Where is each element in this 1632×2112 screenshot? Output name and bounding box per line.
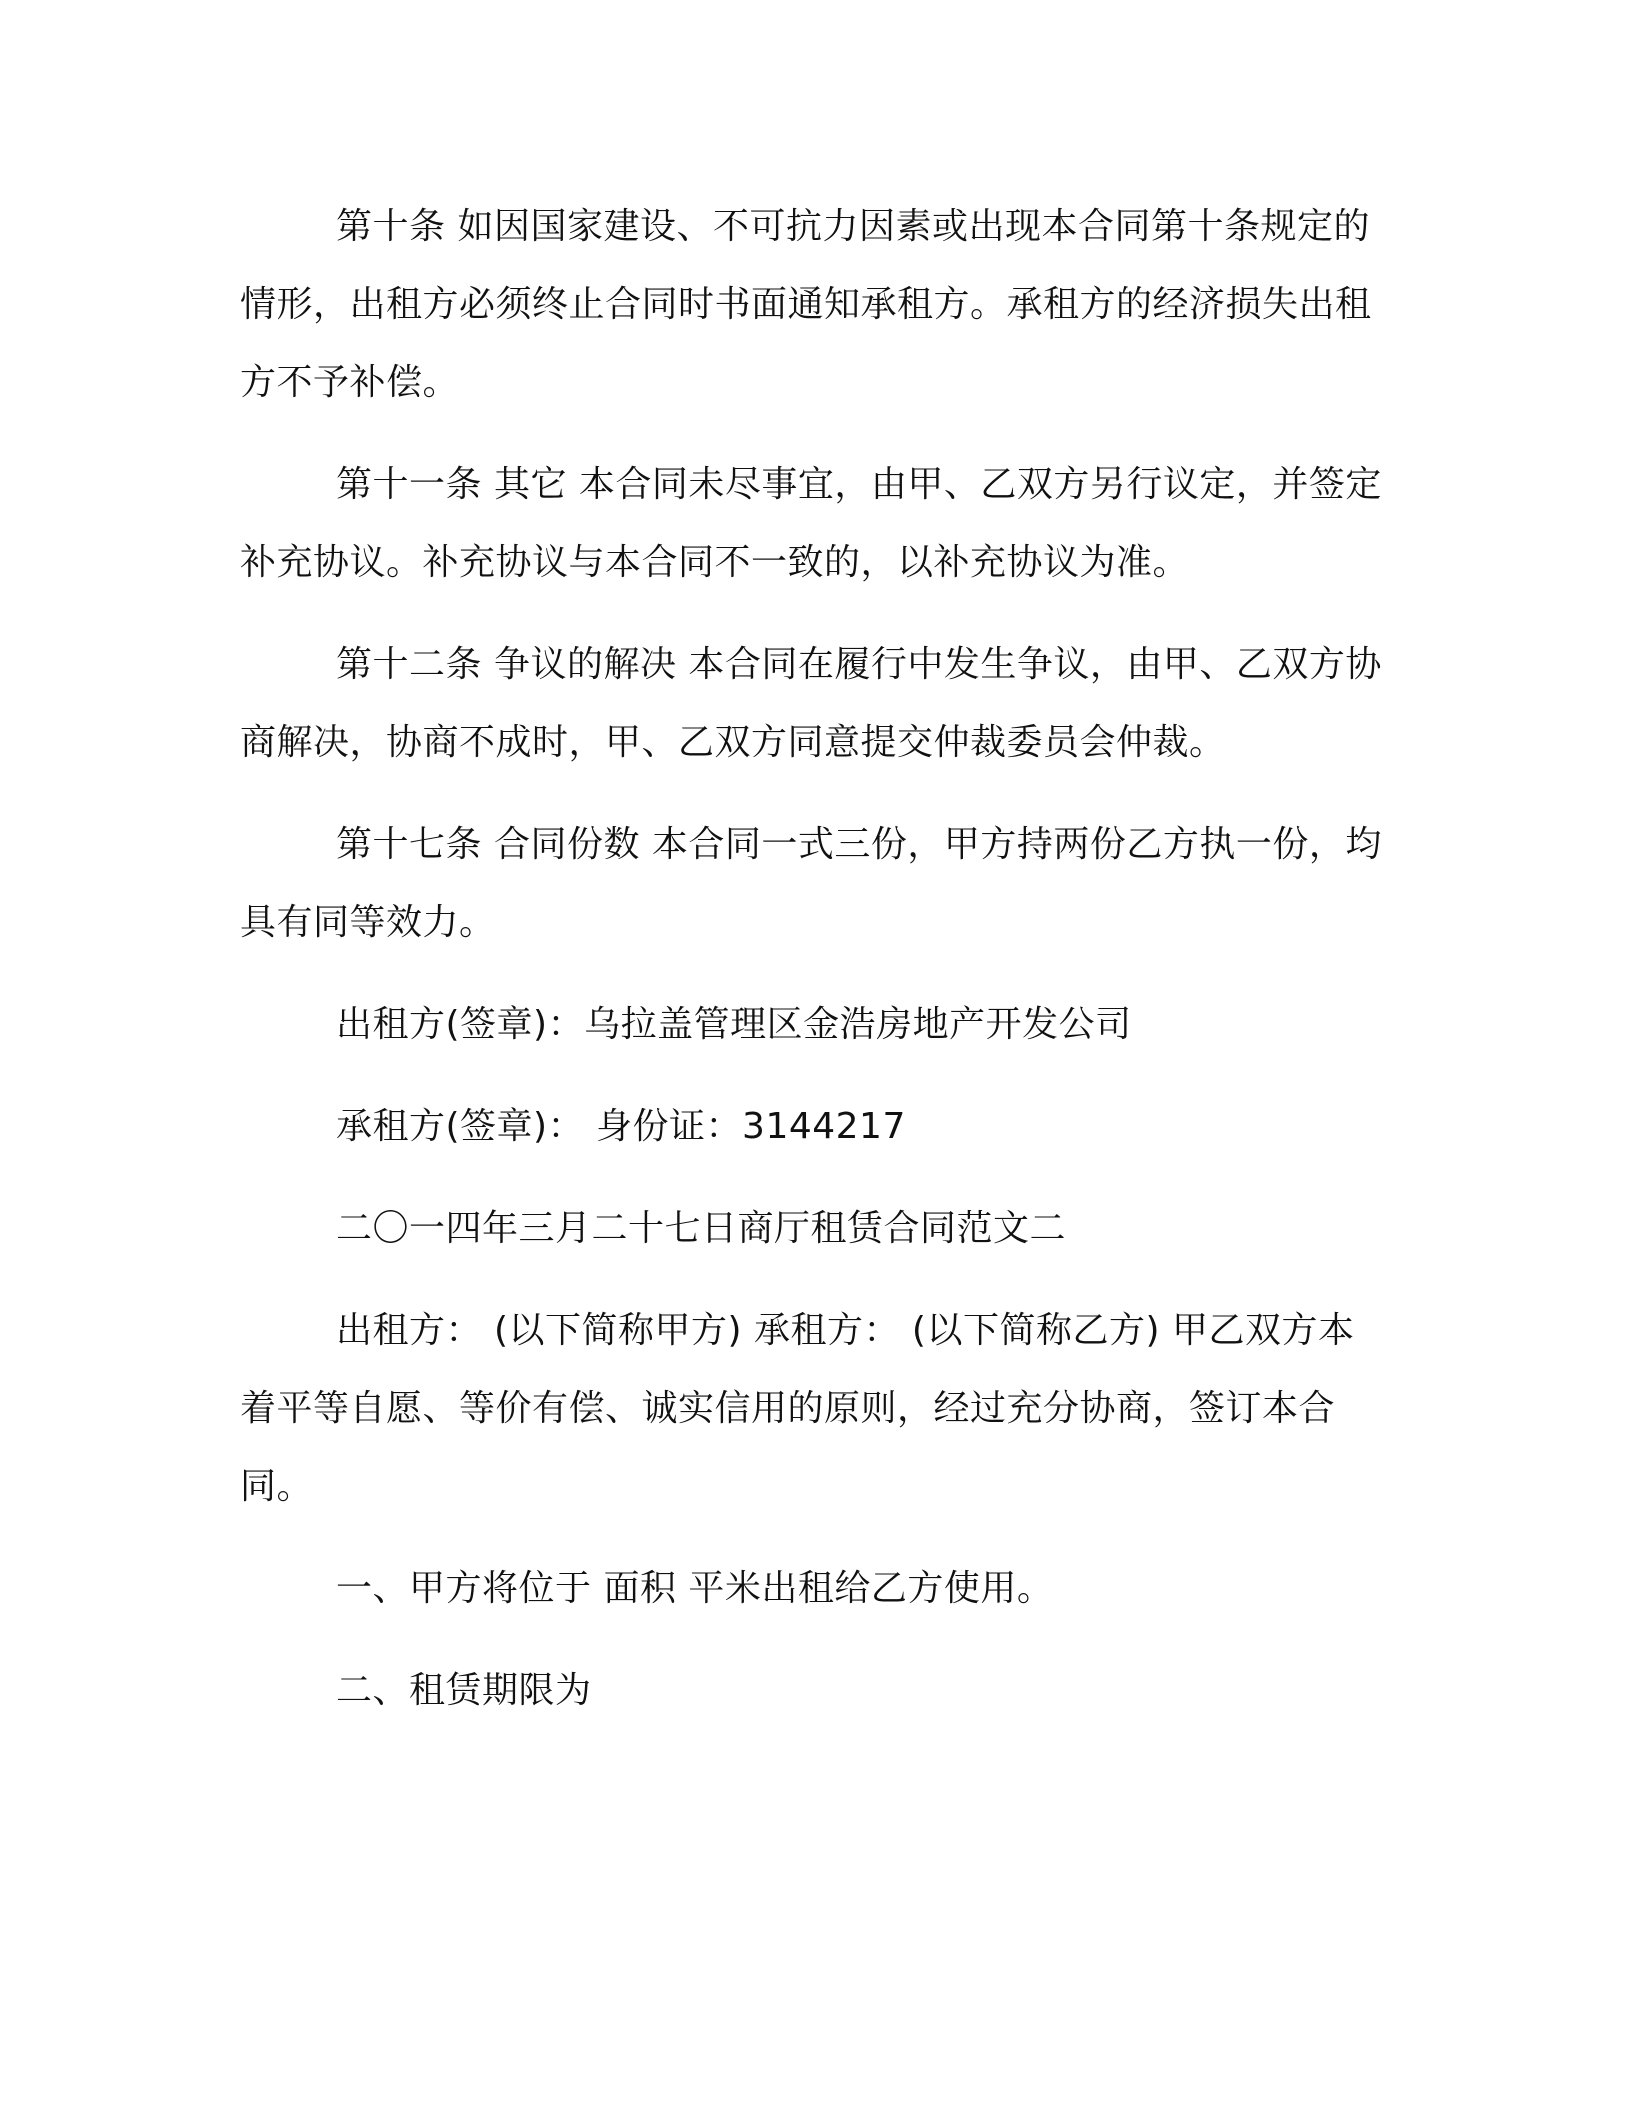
document-body [240,188,1390,1754]
paragraph-parties-intro: 出租方： (以下简称甲方) 承租方： (以下简称乙方) 甲乙双方本着平等自愿、等价有偿、诚实信用的原则，经过充分协商，签订本合同。 [240,1310,1355,1507]
paragraph-clause-2: 二、租赁期限为 [336,1670,592,1711]
lessor-signature-line: 出租方(签章)：乌拉盖管理区金浩房地产开发公司 [336,1004,1132,1045]
lessee-signature-line: 承租方(签章)： 身份证：3144217 [336,1106,906,1147]
date-and-sample-title: 二〇一四年三月二十七日商厅租赁合同范文二 [336,1208,1067,1249]
paragraph-article-11: 第十一条 其它 本合同未尽事宜，由甲、乙双方另行议定，并签定补充协议。补充协议与本合同不一致的，以补充协议为准。 [240,464,1382,583]
paragraph-clause-1: 一、甲方将位于 面积 平米出租给乙方使用。 [336,1568,1054,1609]
paragraph-article-10: 第十条 如因国家建设、不可抗力因素或出现本合同第十条规定的情形，出租方必须终止合同时书面通知承租方。承租方的经济损失出租方不予补偿。 [240,206,1372,403]
paragraph-article-12: 第十二条 争议的解决 本合同在履行中发生争议，由甲、乙双方协商解决，协商不成时，甲、乙双方同意提交仲裁委员会仲裁。 [240,644,1382,763]
paragraph-article-17: 第十七条 合同份数 本合同一式三份，甲方持两份乙方执一份，均具有同等效力。 [240,824,1382,943]
